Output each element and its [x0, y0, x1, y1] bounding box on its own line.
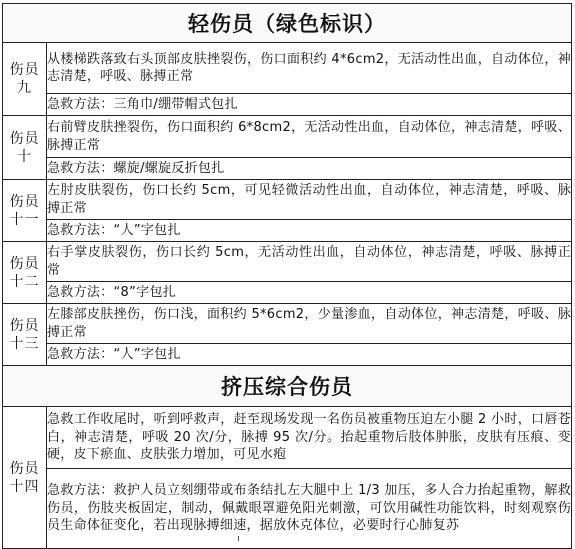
- casualty-label-number: 十三: [9, 335, 40, 352]
- casualty-label: [3, 304, 47, 366]
- first-aid-method: 急救方法：“8”字包扎: [47, 282, 572, 304]
- injury-description: 右手掌皮肤裂伤，伤口长约 5cm，无活动性出血，自动体位，神志清楚，呼吸、脉搏正常: [47, 242, 572, 282]
- case-row-description: [3, 180, 572, 220]
- table-continuation-mark: [238, 536, 239, 541]
- case-row-description: [3, 116, 572, 158]
- injury-description: 左膝部皮肤挫伤，伤口浅，面积约 5*6cm2，少量渗血，自动体位，神志清楚，呼吸、脉搏正常: [47, 304, 572, 344]
- case-row-aid: [3, 158, 572, 180]
- casualty-table: [2, 3, 572, 549]
- case-row-description: [3, 43, 572, 94]
- case-row-aid: [3, 282, 572, 304]
- casualty-label-word: 伤员: [9, 255, 40, 272]
- first-aid-method: 急救方法：三角巾/绷带帽式包扎: [47, 94, 572, 116]
- injury-description: 右前臂皮肤挫裂伤，伤口面积约 6*8cm2，无活动性出血，自动体位，神志清楚，呼吸、脉搏正常: [47, 116, 572, 158]
- injury-description: 左肘皮肤裂伤，伤口长约 5cm，可见轻微活动性出血，自动体位，神志清楚，呼吸、脉搏正常: [47, 180, 572, 220]
- first-aid-method: 急救方法：救护人员立刻绷带或布条结扎左大腿中上 1/3 加压，多人合力抬起重物，解救伤员，伤肢夹板固定，制动，佩戴眼罩避免阳光刺激，可饮用碱性功能饮料，时刻观察伤员生命体征变化，若出现脉搏细速，据放休克体位，必要时行心肺复苏: [47, 469, 572, 549]
- injury-description: 急救工作收尾时，听到呼救声，赶至现场发现一名伤员被重物压迫左小腿 2 小时，口唇苍白，神志清楚，呼吸 20 次/分，脉搏 95 次/分。抬起重物后肢体肿胀，皮肤有压痕、变硬，皮下瘀血、皮肤张力增加，可见水疱: [47, 407, 572, 469]
- section-header-row: [3, 366, 572, 407]
- case-row-description: [3, 242, 572, 282]
- casualty-label: [3, 407, 47, 549]
- casualty-label-word: 伤员: [9, 460, 40, 477]
- casualty-label-word: 伤员: [9, 62, 40, 78]
- casualty-label-number: 十一: [9, 211, 40, 228]
- casualty-label-word: 伤员: [9, 130, 40, 147]
- case-row-aid: [3, 94, 572, 116]
- casualty-label-number: 九: [17, 80, 32, 96]
- first-aid-method: 急救方法：“人”字包扎: [47, 220, 572, 242]
- casualty-label: [3, 242, 47, 304]
- injury-description: 从楼梯跌落致右头顶部皮肤挫裂伤，伤口面积约 4*6cm2，无活动性出血，自动体位，神志清楚，呼吸、脉搏正常: [47, 43, 572, 94]
- case-row-description: [3, 407, 572, 469]
- casualty-label-word: 伤员: [9, 317, 40, 334]
- casualty-label-word: 伤员: [9, 193, 40, 210]
- case-row-aid: [3, 220, 572, 242]
- casualty-label: [3, 180, 47, 242]
- first-aid-method: 急救方法：“人”字包扎: [47, 344, 572, 366]
- section-title-minor-injuries: 轻伤员（绿色标识）: [3, 4, 572, 43]
- case-row-aid: [3, 344, 572, 366]
- casualty-label-number: 十二: [9, 273, 40, 290]
- case-row-description: [3, 304, 572, 344]
- section-header-row: [3, 4, 572, 43]
- casualty-label-number: 十四: [9, 478, 40, 495]
- first-aid-method: 急救方法：螺旋/螺旋反折包扎: [47, 158, 572, 180]
- case-row-aid: [3, 469, 572, 549]
- casualty-label: [3, 116, 47, 180]
- casualty-label: [3, 43, 47, 116]
- section-title-crush-injuries: 挤压综合伤员: [3, 366, 572, 407]
- casualty-label-number: 十: [17, 148, 32, 165]
